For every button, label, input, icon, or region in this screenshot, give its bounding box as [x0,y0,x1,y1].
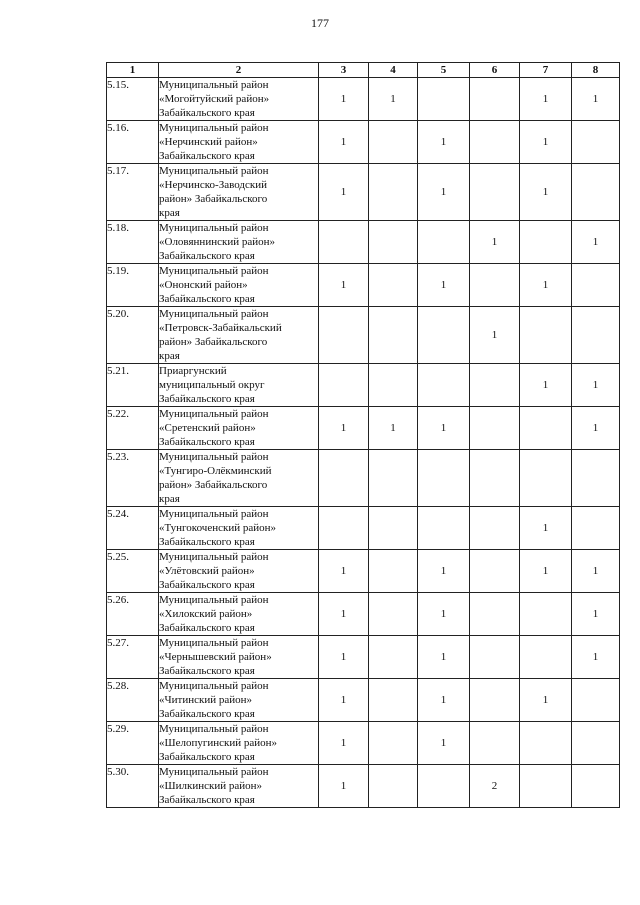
value-cell-col-4 [369,450,418,507]
value-cell-col-7 [520,307,572,364]
value-cell-col-7 [520,593,572,636]
name-line: «Тунгокоченский район» [159,522,277,534]
value-cell-col-3: 1 [319,78,369,121]
value-cell-col-8: 1 [572,407,620,450]
name-line: Забайкальского края [159,622,255,634]
name-line: Забайкальского края [159,150,255,162]
row-number: 5.26. [107,593,159,636]
value-cell-col-5: 1 [418,264,470,307]
value-cell-col-7: 1 [520,78,572,121]
value-cell-col-5: 1 [418,121,470,164]
municipality-name [159,407,319,450]
row-number: 5.27. [107,636,159,679]
value-cell-col-7 [520,765,572,808]
municipality-name [159,636,319,679]
value-cell-col-3: 1 [319,679,369,722]
value-cell-col-5: 1 [418,164,470,221]
value-cell-col-3 [319,364,369,407]
name-line: «Петровск-Забайкальский [159,322,282,334]
row-number: 5.28. [107,679,159,722]
municipality-name [159,679,319,722]
value-cell-col-8 [572,765,620,808]
name-line: Забайкальского края [159,250,255,262]
name-line: район» Забайкальского [159,193,268,205]
name-line: район» Забайкальского [159,479,268,491]
value-cell-col-8 [572,164,620,221]
value-cell-col-7 [520,722,572,765]
header-cell: 8 [572,63,620,78]
municipality-name [159,507,319,550]
value-cell-col-4 [369,507,418,550]
value-cell-col-7 [520,636,572,679]
name-line: Забайкальского края [159,579,255,591]
name-line: «Хилокский район» [159,608,253,620]
name-line: Забайкальского края [159,293,255,305]
header-row [107,63,620,78]
value-cell-col-3: 1 [319,593,369,636]
name-line: Муниципальный район [159,508,269,520]
value-cell-col-5 [418,507,470,550]
value-cell-col-8 [572,307,620,364]
value-cell-col-4 [369,264,418,307]
name-line: Приаргунский [159,365,227,377]
value-cell-col-6 [470,679,520,722]
name-line: края [159,350,180,362]
value-cell-col-7 [520,450,572,507]
municipality-name [159,78,319,121]
value-cell-col-6 [470,550,520,593]
value-cell-col-4 [369,364,418,407]
table-row [107,507,620,550]
table-row [107,679,620,722]
value-cell-col-5 [418,78,470,121]
name-line: «Шелопугинский район» [159,737,278,749]
name-line: «Нерчинско-Заводский [159,179,267,191]
value-cell-col-3: 1 [319,636,369,679]
name-line: Забайкальского края [159,665,255,677]
value-cell-col-6 [470,407,520,450]
name-line: «Чернышевский район» [159,651,272,663]
header-cell: 5 [418,63,470,78]
name-line: Муниципальный район [159,680,269,692]
value-cell-col-4 [369,593,418,636]
name-line: «Шилкинский район» [159,780,262,792]
value-cell-col-6: 1 [470,221,520,264]
name-line: Муниципальный район [159,308,269,320]
value-cell-col-4 [369,765,418,808]
row-number: 5.17. [107,164,159,221]
table-row [107,78,620,121]
name-line: Муниципальный район [159,79,269,91]
table-row [107,550,620,593]
table-row [107,722,620,765]
value-cell-col-8: 1 [572,550,620,593]
name-line: Забайкальского края [159,393,255,405]
value-cell-col-6 [470,507,520,550]
row-number: 5.22. [107,407,159,450]
header-cell: 4 [369,63,418,78]
municipality-name [159,765,319,808]
value-cell-col-4 [369,307,418,364]
table-row [107,164,620,221]
value-cell-col-5: 1 [418,679,470,722]
name-line: муниципальный округ [159,379,265,391]
table-row [107,636,620,679]
value-cell-col-3: 1 [319,407,369,450]
name-line: «Тунгиро-Олёкминский [159,465,272,477]
value-cell-col-5: 1 [418,593,470,636]
name-line: Муниципальный район [159,408,269,420]
page-number: 177 [311,16,329,30]
value-cell-col-3 [319,307,369,364]
value-cell-col-4 [369,550,418,593]
value-cell-col-4: 1 [369,78,418,121]
municipality-name [159,307,319,364]
row-number: 5.30. [107,765,159,808]
row-number: 5.15. [107,78,159,121]
value-cell-col-4 [369,679,418,722]
value-cell-col-3: 1 [319,550,369,593]
row-number: 5.23. [107,450,159,507]
value-cell-col-5: 1 [418,722,470,765]
value-cell-col-5 [418,364,470,407]
name-line: Муниципальный район [159,637,269,649]
value-cell-col-7: 1 [520,121,572,164]
name-line: «Улётовский район» [159,565,255,577]
name-line: Муниципальный район [159,165,269,177]
value-cell-col-8 [572,679,620,722]
value-cell-col-5 [418,307,470,364]
table-row [107,407,620,450]
value-cell-col-7 [520,221,572,264]
value-cell-col-5 [418,765,470,808]
value-cell-col-5 [418,221,470,264]
value-cell-col-5 [418,450,470,507]
row-number: 5.25. [107,550,159,593]
value-cell-col-3: 1 [319,164,369,221]
value-cell-col-6 [470,78,520,121]
table-row [107,264,620,307]
value-cell-col-8 [572,722,620,765]
name-line: Забайкальского края [159,794,255,806]
name-line: Забайкальского края [159,536,255,548]
municipality-name [159,450,319,507]
value-cell-col-8: 1 [572,221,620,264]
value-cell-col-6 [470,593,520,636]
row-number: 5.16. [107,121,159,164]
municipality-name [159,722,319,765]
value-cell-col-5: 1 [418,636,470,679]
municipality-name [159,593,319,636]
name-line: Муниципальный район [159,594,269,606]
value-cell-col-3 [319,450,369,507]
name-line: Забайкальского края [159,751,255,763]
name-line: края [159,493,180,505]
header-cell: 3 [319,63,369,78]
value-cell-col-6: 1 [470,307,520,364]
value-cell-col-8 [572,507,620,550]
name-line: «Могойтуйский район» [159,93,270,105]
name-line: Муниципальный район [159,723,269,735]
municipality-name [159,221,319,264]
value-cell-col-8: 1 [572,636,620,679]
table-row [107,307,620,364]
value-cell-col-6: 2 [470,765,520,808]
value-cell-col-7: 1 [520,550,572,593]
name-line: «Нерчинский район» [159,136,258,148]
header-cell: 6 [470,63,520,78]
data-table [106,62,620,808]
value-cell-col-4 [369,722,418,765]
value-cell-col-6 [470,121,520,164]
value-cell-col-6 [470,364,520,407]
name-line: Муниципальный район [159,222,269,234]
name-line: края [159,207,180,219]
name-line: район» Забайкальского [159,336,268,348]
header-cell: 7 [520,63,572,78]
value-cell-col-4: 1 [369,407,418,450]
table-row [107,121,620,164]
municipality-name [159,550,319,593]
value-cell-col-8: 1 [572,593,620,636]
value-cell-col-6 [470,636,520,679]
name-line: Забайкальского края [159,436,255,448]
value-cell-col-7 [520,407,572,450]
value-cell-col-3 [319,221,369,264]
municipality-name [159,364,319,407]
value-cell-col-6 [470,450,520,507]
value-cell-col-3 [319,507,369,550]
name-line: Муниципальный район [159,766,269,778]
value-cell-col-7: 1 [520,507,572,550]
value-cell-col-8: 1 [572,364,620,407]
value-cell-col-4 [369,221,418,264]
header-cell: 1 [107,63,159,78]
table-row [107,364,620,407]
name-line: Муниципальный район [159,551,269,563]
row-number: 5.24. [107,507,159,550]
value-cell-col-3: 1 [319,765,369,808]
value-cell-col-8 [572,264,620,307]
row-number: 5.20. [107,307,159,364]
value-cell-col-6 [470,164,520,221]
header-cell: 2 [159,63,319,78]
name-line: «Читинский район» [159,694,253,706]
value-cell-col-7: 1 [520,364,572,407]
municipality-name [159,164,319,221]
table-row [107,221,620,264]
value-cell-col-3: 1 [319,121,369,164]
value-cell-col-4 [369,121,418,164]
name-line: Забайкальского края [159,107,255,119]
value-cell-col-5: 1 [418,407,470,450]
name-line: Забайкальского края [159,708,255,720]
name-line: Муниципальный район [159,451,269,463]
row-number: 5.21. [107,364,159,407]
value-cell-col-7: 1 [520,679,572,722]
table-row [107,450,620,507]
name-line: Муниципальный район [159,122,269,134]
table-row [107,593,620,636]
name-line: «Оловяннинский район» [159,236,275,248]
table-row [107,765,620,808]
value-cell-col-5: 1 [418,550,470,593]
value-cell-col-7: 1 [520,164,572,221]
name-line: «Ононский район» [159,279,248,291]
value-cell-col-6 [470,264,520,307]
value-cell-col-4 [369,164,418,221]
value-cell-col-6 [470,722,520,765]
value-cell-col-8 [572,450,620,507]
value-cell-col-8: 1 [572,78,620,121]
municipality-name [159,264,319,307]
name-line: «Сретенский район» [159,422,256,434]
value-cell-col-4 [369,636,418,679]
name-line: Муниципальный район [159,265,269,277]
row-number: 5.19. [107,264,159,307]
value-cell-col-3: 1 [319,722,369,765]
value-cell-col-8 [572,121,620,164]
row-number: 5.18. [107,221,159,264]
value-cell-col-3: 1 [319,264,369,307]
row-number: 5.29. [107,722,159,765]
value-cell-col-7: 1 [520,264,572,307]
municipality-name [159,121,319,164]
